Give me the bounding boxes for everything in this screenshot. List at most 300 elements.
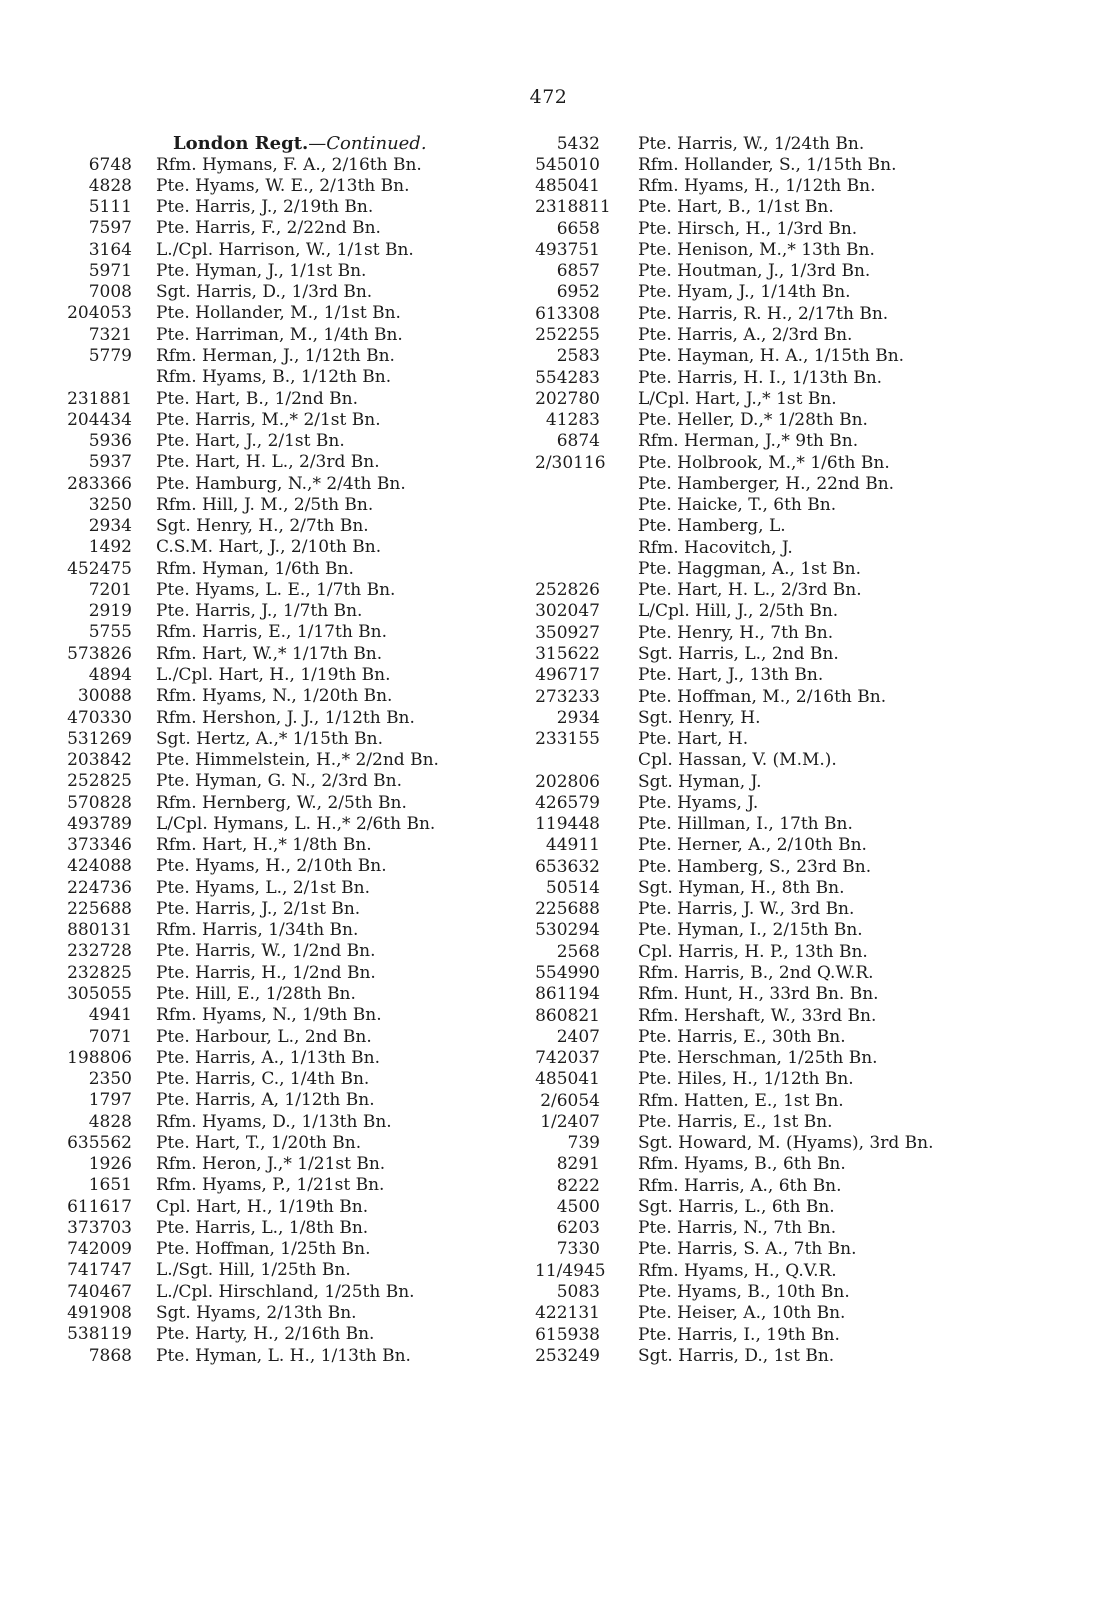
soldier-entry: Pte. Harris, J., 2/1st Bn. [156,898,361,919]
roll-entry [52,664,522,685]
service-number: 3164 [88,239,132,260]
soldier-entry: L./Cpl. Harrison, W., 1/1st Bn. [156,239,414,260]
soldier-entry: Rfm. Hacovitch, J. [638,537,793,558]
roll-entry [535,1111,997,1132]
roll-entry [52,1281,522,1302]
service-number: 119448 [535,814,600,835]
roll-entry [52,941,522,962]
soldier-entry: Pte. Harris, J., 1/7th Bn. [156,601,363,622]
roll-entry [52,749,522,770]
service-number: 204053 [67,303,132,324]
roll-entry [535,877,997,898]
roll-entry [52,1196,522,1217]
soldier-entry: Pte. Hirsch, H., 1/3rd Bn. [638,218,858,239]
soldier-entry: Pte. Harriman, M., 1/4th Bn. [156,324,403,345]
service-number: 4828 [88,175,132,196]
soldier-entry: Pte. Hart, J., 2/1st Bn. [156,431,345,452]
service-number: 315622 [535,644,600,664]
soldier-entry: Rfm. Hyams, P., 1/21st Bn. [156,1175,385,1196]
service-number: 880131 [67,920,132,941]
soldier-entry: Pte. Hiles, H., 1/12th Bn. [638,1069,854,1090]
service-number: 426579 [535,792,600,813]
service-number: 491908 [67,1302,132,1323]
service-number: 2350 [88,1069,132,1090]
service-number: 44911 [545,835,600,856]
roll-entry [52,1153,522,1174]
service-number: 573826 [67,643,132,664]
soldier-entry: Pte. Hart, T., 1/20th Bn. [156,1132,362,1153]
soldier-entry: Pte. Harris, E., 30th Bn. [638,1026,846,1047]
roll-entry [52,1175,522,1196]
soldier-entry: Pte. Heller, D.,* 1/28th Bn. [638,410,868,431]
roll-entry [535,558,997,579]
soldier-entry: Pte. Hyams, W. E., 2/13th Bn. [156,175,410,196]
roll-entry [52,962,522,983]
roll-entry [52,1217,522,1238]
service-number: 8291 [556,1154,600,1175]
roll-entry [535,1154,997,1175]
soldier-entry: Pte. Henry, H., 7th Bn. [638,622,834,643]
soldier-entry: Pte. Harris, L., 1/8th Bn. [156,1217,369,1238]
service-number: 2/6054 [540,1090,600,1111]
service-number: 232825 [67,962,132,983]
soldier-entry: Pte. Harbour, L., 2nd Bn. [156,1026,372,1047]
roll-entry [535,452,997,473]
roll-entry [535,771,997,792]
roll-entry [535,643,997,664]
roll-entry [52,898,522,919]
service-number: 2407 [556,1026,600,1047]
service-number: 6874 [556,431,600,452]
roll-entry [52,877,522,898]
soldier-entry: Sgt. Hyman, J. [638,771,762,792]
soldier-entry: Pte. Harris, A., 1/13th Bn. [156,1047,381,1068]
soldier-entry: Rfm. Hyams, D., 1/13th Bn. [156,1111,392,1132]
roll-entry [535,1218,997,1239]
soldier-entry: Sgt. Harris, L., 6th Bn. [638,1196,835,1217]
roll-entry [535,303,997,324]
soldier-entry: L./Cpl. Hirschland, 1/25th Bn. [156,1281,415,1302]
soldier-entry: Pte. Hamburg, N.,* 2/4th Bn. [156,473,406,494]
service-number: 305055 [67,983,132,1004]
soldier-entry: Cpl. Hart, H., 1/19th Bn. [156,1196,369,1217]
roll-entry [535,856,997,877]
roll-entry [535,516,997,537]
roll-entry [535,1175,997,1196]
soldier-entry: Pte. Harris, M.,* 2/1st Bn. [156,409,381,430]
roll-entry [535,962,997,983]
service-number: 5936 [88,431,132,452]
soldier-entry: Pte. Hart, B., 1/2nd Bn. [156,388,359,409]
service-number: 861194 [535,984,600,1005]
roll-entry [52,1068,522,1089]
service-number: 7201 [88,579,132,600]
soldier-entry: Cpl. Harris, H. P., 13th Bn. [638,941,868,962]
soldier-entry: Pte. Himmelstein, H.,* 2/2nd Bn. [156,750,439,771]
service-number: 530294 [535,920,600,941]
service-number: 4500 [556,1196,600,1217]
service-number: 231881 [67,388,132,409]
service-number: 496717 [535,665,600,686]
roll-entry [52,601,522,622]
section-heading-continued: Continued. [326,133,427,154]
service-number: 233155 [535,729,600,750]
service-number: 253249 [535,1345,600,1366]
soldier-entry: Rfm. Hyams, B., 1/12th Bn. [156,367,392,388]
soldier-entry: Pte. Hamberg, S., 23rd Bn. [638,856,872,877]
soldier-entry: Sgt. Harris, D., 1/3rd Bn. [156,282,373,303]
roll-entry [535,218,997,239]
service-number: 635562 [67,1132,132,1153]
soldier-entry: Pte. Harris, J., 2/19th Bn. [156,197,374,218]
soldier-entry: Pte. Hyman, I., 2/15th Bn. [638,920,863,941]
service-number: 6203 [556,1218,600,1239]
soldier-entry: Pte. Hyams, L., 2/1st Bn. [156,877,371,898]
soldier-entry: Pte. Hart, B., 1/1st Bn. [638,197,834,218]
roll-entry [52,175,522,196]
service-number: 554990 [535,962,600,983]
service-number: 6857 [556,261,600,282]
service-number: 7321 [88,324,132,345]
service-number: 613308 [535,303,600,324]
roll-entry [52,516,522,537]
soldier-entry: Rfm. Hyams, H., Q.V.R. [638,1260,837,1281]
roll-entry [52,920,522,941]
roll-entry [535,239,997,260]
roll-entry [52,1260,522,1281]
roll-entry [535,1069,997,1090]
roll-entry [52,1239,522,1260]
roll-entry [52,771,522,792]
soldier-entry: Pte. Hyams, H., 2/10th Bn. [156,856,387,877]
roll-entry [535,899,997,920]
roll-entry [52,558,522,579]
service-number: 202806 [535,771,600,792]
soldier-entry: Rfm. Hyman, 1/6th Bn. [156,558,354,579]
service-number: 2318811 [535,197,611,218]
page-number: 472 [529,86,568,108]
roll-entry [535,261,997,282]
roll-entry [52,1090,522,1111]
roll-entry [535,1303,997,1324]
roll-entry [535,346,997,367]
roll-entry [535,1090,997,1111]
soldier-entry: Pte. Henison, M.,* 13th Bn. [638,239,875,260]
service-number: 203842 [67,750,132,771]
roll-entry [535,707,997,728]
roll-entry [535,1047,997,1068]
soldier-entry: Rfm. Hyams, H., 1/12th Bn. [638,176,876,197]
section-heading-dash: — [308,133,327,154]
roll-entry [535,920,997,941]
soldier-entry: Cpl. Hassan, V. (M.M.). [638,750,837,771]
service-number: 4894 [88,665,132,685]
soldier-entry: Pte. Harris, W., 1/2nd Bn. [156,941,376,962]
roll-entry [52,197,522,218]
roll-entry [52,835,522,856]
service-number: 204434 [67,409,132,430]
right-column [535,133,997,1366]
service-number: 6748 [88,154,132,175]
service-number: 538119 [67,1324,132,1345]
service-number: 252825 [67,771,132,792]
soldier-entry: Pte. Hollander, M., 1/1st Bn. [156,303,401,324]
soldier-entry: Pte. Harty, H., 2/16th Bn. [156,1324,375,1345]
soldier-entry: Rfm. Herman, J.,* 9th Bn. [638,431,859,452]
service-number: 5432 [556,133,600,154]
roll-entry [52,856,522,877]
soldier-entry: Pte. Hyams, L. E., 1/7th Bn. [156,579,396,600]
service-number: 615938 [535,1324,600,1345]
service-number: 252255 [535,325,600,346]
roll-entry [52,643,522,664]
soldier-entry: Rfm. Hill, J. M., 2/5th Bn. [156,494,374,515]
service-number: 283366 [67,473,132,494]
roll-entry [52,1324,522,1345]
soldier-entry: Pte. Hyman, J., 1/1st Bn. [156,260,367,281]
roll-entry [535,409,997,430]
service-number: 7071 [88,1026,132,1047]
service-number: 1651 [88,1175,132,1196]
roll-entry [52,686,522,707]
service-number: 8222 [556,1175,600,1196]
service-number: 741747 [67,1260,132,1281]
roll-entry [535,601,997,622]
soldier-entry: Rfm. Harris, A., 6th Bn. [638,1175,842,1196]
service-number: 225688 [535,899,600,920]
service-number: 11/4945 [535,1260,606,1281]
roll-entry [52,260,522,281]
soldier-entry: Rfm. Harris, E., 1/17th Bn. [156,622,388,643]
service-number: 485041 [535,1069,600,1090]
roll-entry [52,324,522,345]
roll-entry [52,1026,522,1047]
service-number: 742009 [67,1239,132,1260]
roll-entry [52,430,522,451]
roll-entry [535,197,997,218]
soldier-entry: Sgt. Harris, D., 1st Bn. [638,1345,835,1366]
roll-entry [52,1345,522,1366]
soldier-entry: Pte. Harris, J. W., 3rd Bn. [638,899,855,920]
soldier-entry: Rfm. Hollander, S., 1/15th Bn. [638,154,897,175]
soldier-entry: Pte. Hamberg, L. [638,516,786,537]
soldier-entry: Rfm. Hyams, N., 1/20th Bn. [156,686,393,707]
roll-entry [535,792,997,813]
soldier-entry: Rfm. Hymans, F. A., 2/16th Bn. [156,154,422,175]
soldier-entry: Sgt. Harris, L., 2nd Bn. [638,644,839,664]
roll-entry [535,154,997,175]
service-number: 350927 [535,622,600,643]
service-number: 2934 [88,516,132,537]
soldier-entry: Pte. Harris, H. I., 1/13th Bn. [638,367,883,388]
roll-entry [52,388,522,409]
roll-entry [52,728,522,749]
service-number: 7868 [88,1345,132,1366]
soldier-entry: Sgt. Hertz, A.,* 1/15th Bn. [156,728,383,749]
service-number: 545010 [535,154,600,175]
service-number: 198806 [67,1047,132,1068]
roll-entry [52,1005,522,1026]
soldier-entry: Pte. Harris, S. A., 7th Bn. [638,1239,857,1260]
roll-entry [52,1302,522,1323]
soldier-entry: Pte. Herner, A., 2/10th Bn. [638,835,867,856]
roll-entry [52,1132,522,1153]
roll-entry [52,239,522,260]
service-number: 493789 [67,813,132,834]
roll-entry [535,1239,997,1260]
soldier-entry: Rfm. Harris, B., 2nd Q.W.R. [638,962,874,983]
soldier-entry: L./Cpl. Hart, H., 1/19th Bn. [156,665,391,685]
roll-entry [52,1047,522,1068]
roll-entry [535,1260,997,1281]
soldier-entry: Pte. Harris, N., 7th Bn. [638,1218,837,1239]
roll-entry [52,154,522,175]
roll-entry [535,1281,997,1302]
soldier-entry: Pte. Hart, H. [638,729,749,750]
service-number: 2568 [556,941,600,962]
service-number: 5111 [88,197,132,218]
soldier-entry: Rfm. Hyams, B., 6th Bn. [638,1154,846,1175]
service-number: 202780 [535,388,600,409]
soldier-entry: Rfm. Hershon, J. J., 1/12th Bn. [156,707,415,728]
roll-entry [535,728,997,749]
soldier-entry: L./Sgt. Hill, 1/25th Bn. [156,1260,351,1281]
roll-entry [52,345,522,366]
roll-entry [535,984,997,1005]
soldier-entry: Rfm. Herman, J., 1/12th Bn. [156,346,395,367]
soldier-entry: Sgt. Hyams, 2/13th Bn. [156,1302,357,1323]
service-number: 860821 [535,1005,600,1026]
service-number: 740467 [67,1281,132,1302]
roll-entry [535,1005,997,1026]
roll-entry [535,537,997,558]
roll-entry [535,1026,997,1047]
service-number: 2/30116 [535,452,606,473]
roll-entry [535,324,997,345]
soldier-entry: C.S.M. Hart, J., 2/10th Bn. [156,537,382,558]
roll-entry [52,622,522,643]
roll-entry [52,452,522,473]
heading-spacer [52,133,522,154]
section-heading-title: London Regt. [173,133,309,154]
soldier-entry: Pte. Hill, E., 1/28th Bn. [156,983,356,1004]
service-number: 373703 [67,1217,132,1238]
service-number: 302047 [535,601,600,622]
service-number: 5971 [88,260,132,281]
soldier-entry: Pte. Hart, H. L., 2/3rd Bn. [156,452,380,473]
service-number: 611617 [67,1196,132,1217]
roll-entry [52,218,522,239]
soldier-entry: Pte. Hart, J., 13th Bn. [638,665,824,686]
soldier-entry: Sgt. Henry, H. [638,707,761,728]
service-number: 6658 [556,218,600,239]
soldier-entry: Sgt. Howard, M. (Hyams), 3rd Bn. [638,1133,934,1154]
service-number: 570828 [67,792,132,813]
service-number: 739 [567,1133,600,1154]
service-number: 373346 [67,835,132,856]
soldier-entry: Pte. Holbrook, M.,* 1/6th Bn. [638,452,890,473]
service-number: 7330 [556,1239,600,1260]
service-number: 422131 [535,1303,600,1324]
roll-entry [535,814,997,835]
soldier-entry: Pte. Harris, C., 1/4th Bn. [156,1069,370,1090]
roll-entry [52,303,522,324]
soldier-entry: Rfm. Heron, J.,* 1/21st Bn. [156,1154,386,1175]
soldier-entry: Pte. Hoffman, 1/25th Bn. [156,1239,371,1260]
soldier-entry: Rfm. Hunt, H., 33rd Bn. Bn. [638,984,879,1005]
service-number: 224736 [67,877,132,898]
service-number: 30088 [77,686,132,707]
service-number: 232728 [67,941,132,962]
service-number: 2934 [556,707,600,728]
soldier-entry: Pte. Houtman, J., 1/3rd Bn. [638,261,871,282]
service-number: 742037 [535,1048,600,1069]
soldier-entry: Pte. Hoffman, M., 2/16th Bn. [638,686,887,707]
roll-entry [535,495,997,516]
left-column [52,133,522,1366]
roll-entry [52,983,522,1004]
service-number: 485041 [535,176,600,197]
roll-entry [535,835,997,856]
soldier-entry: Rfm. Hershaft, W., 33rd Bn. [638,1005,877,1026]
soldier-entry: L/Cpl. Hymans, L. H.,* 2/6th Bn. [156,813,436,834]
soldier-entry: Pte. Hayman, H. A., 1/15th Bn. [638,346,905,367]
service-number: 7008 [88,282,132,303]
service-number: 653632 [535,856,600,877]
service-number: 2919 [88,601,132,622]
soldier-entry: Rfm. Hatten, E., 1st Bn. [638,1090,844,1111]
soldier-entry: Rfm. Hernberg, W., 2/5th Bn. [156,792,407,813]
roll-entry [535,1324,997,1345]
soldier-entry: Pte. Heiser, A., 10th Bn. [638,1303,846,1324]
roll-entry [535,133,997,154]
roll-entry [535,622,997,643]
roll-entry [535,367,997,388]
soldier-entry: Pte. Hart, H. L., 2/3rd Bn. [638,580,862,601]
soldier-entry: Pte. Harris, A, 1/12th Bn. [156,1090,375,1111]
soldier-entry: Pte. Hyams, B., 10th Bn. [638,1281,850,1302]
soldier-entry: Pte. Harris, I., 19th Bn. [638,1324,840,1345]
soldier-entry: Pte. Harris, H., 1/2nd Bn. [156,962,376,983]
roll-entry [52,1111,522,1132]
roll-entry [52,707,522,728]
service-number: 470330 [67,707,132,728]
service-number: 4828 [88,1111,132,1132]
soldier-entry: Pte. Harris, W., 1/24th Bn. [638,133,865,154]
roll-entry [535,1345,997,1366]
service-number: 5755 [88,622,132,643]
roll-entry [535,665,997,686]
service-number: 6952 [556,282,600,303]
service-number: 41283 [545,410,600,431]
soldier-entry: Pte. Hyam, J., 1/14th Bn. [638,282,851,303]
roll-entry [52,537,522,558]
roll-entry [52,473,522,494]
service-number: 1492 [88,537,132,558]
service-number: 531269 [67,728,132,749]
soldier-entry: Pte. Harris, E., 1st Bn. [638,1111,833,1132]
soldier-entry: Pte. Haggman, A., 1st Bn. [638,558,861,579]
soldier-entry: Sgt. Hyman, H., 8th Bn. [638,877,845,898]
service-number: 225688 [67,898,132,919]
soldier-entry: Pte. Hamberger, H., 22nd Bn. [638,473,895,494]
soldier-entry: Pte. Herschman, 1/25th Bn. [638,1048,878,1069]
soldier-entry: Pte. Haicke, T., 6th Bn. [638,495,837,516]
roll-entry [52,409,522,430]
roll-entry [535,176,997,197]
service-number: 493751 [535,239,600,260]
soldier-entry: Pte. Hyman, L. H., 1/13th Bn. [156,1345,411,1366]
